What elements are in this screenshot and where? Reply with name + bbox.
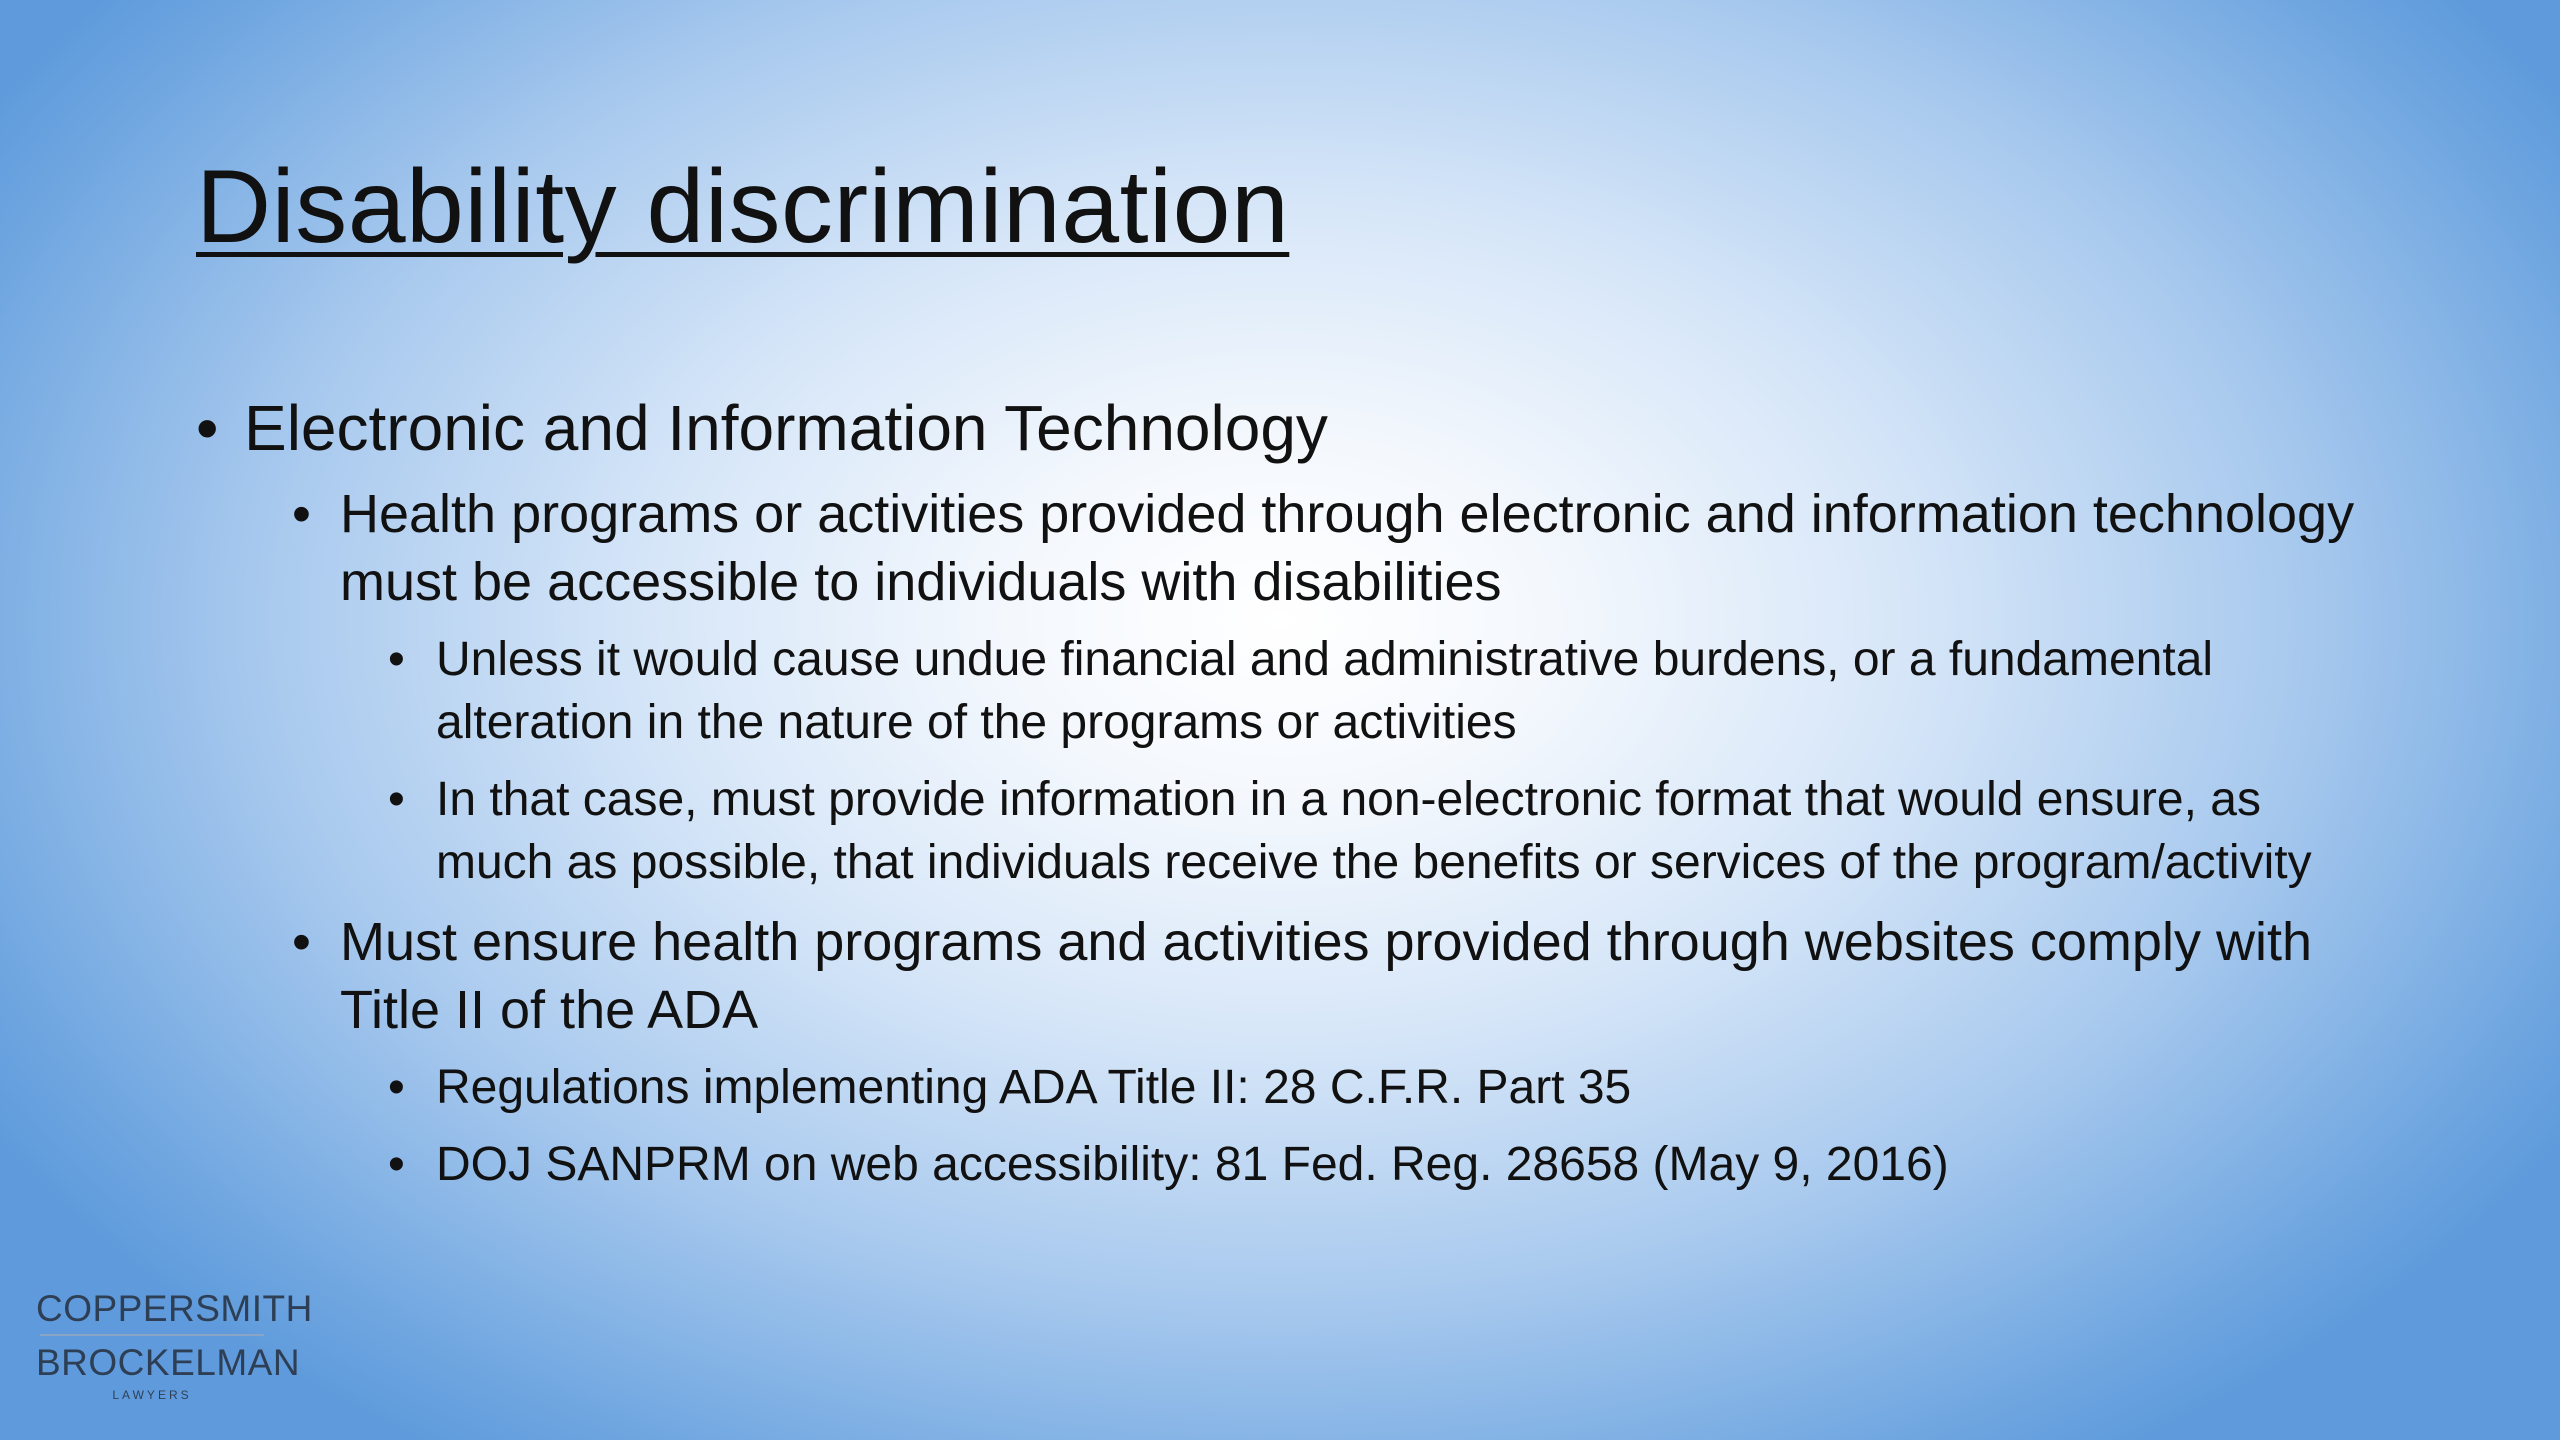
bullet-text: DOJ SANPRM on web accessibility: 81 Fed. Reg. 28658 (May 9, 2016) bbox=[436, 1138, 1949, 1191]
bullet-text: Regulations implementing ADA Title II: 28 C.F.R. Part 35 bbox=[436, 1061, 1632, 1114]
bullet-icon: • bbox=[388, 1138, 405, 1191]
bullet-item-level3 bbox=[388, 1133, 2376, 1196]
bullet-text: Electronic and Information Technology bbox=[244, 392, 1328, 464]
bullet-text: In that case, must provide information in a non-electronic format that would ensure, as much as possible, that individuals receive the benefits or services of the program/activity bbox=[436, 773, 2312, 889]
slide-title: Disability discrimination bbox=[196, 149, 1290, 265]
bullet-text: Must ensure health programs and activities provided through websites comply with Title II of the ADA bbox=[340, 912, 2312, 1040]
logo-line-1: COPPERSMITH bbox=[36, 1288, 313, 1329]
bullet-item-level3 bbox=[388, 1056, 2376, 1119]
logo-subtitle: LAWYERS bbox=[112, 1388, 192, 1402]
bullet-icon: • bbox=[196, 392, 219, 464]
logo-divider bbox=[40, 1334, 264, 1336]
bullet-icon: • bbox=[388, 773, 405, 826]
bullet-list bbox=[196, 388, 2376, 1210]
bullet-icon: • bbox=[292, 484, 311, 544]
bullet-icon: • bbox=[292, 912, 311, 972]
bullet-item-level3 bbox=[388, 768, 2376, 894]
firm-logo bbox=[36, 1286, 313, 1404]
bullet-item-level1 bbox=[196, 388, 2376, 468]
bullet-item-level2 bbox=[292, 908, 2376, 1044]
bullet-icon: • bbox=[388, 633, 405, 686]
bullet-text: Health programs or activities provided through electronic and information technology must be accessible to individuals with disabilities bbox=[340, 484, 2355, 612]
bullet-item-level2 bbox=[292, 480, 2376, 616]
bullet-icon: • bbox=[388, 1061, 405, 1114]
logo-line-2: BROCKELMAN bbox=[36, 1342, 301, 1383]
bullet-item-level3 bbox=[388, 628, 2376, 754]
bullet-text: Unless it would cause undue financial and administrative burdens, or a fundamental alteration in the nature of the programs or activities bbox=[436, 633, 2214, 749]
